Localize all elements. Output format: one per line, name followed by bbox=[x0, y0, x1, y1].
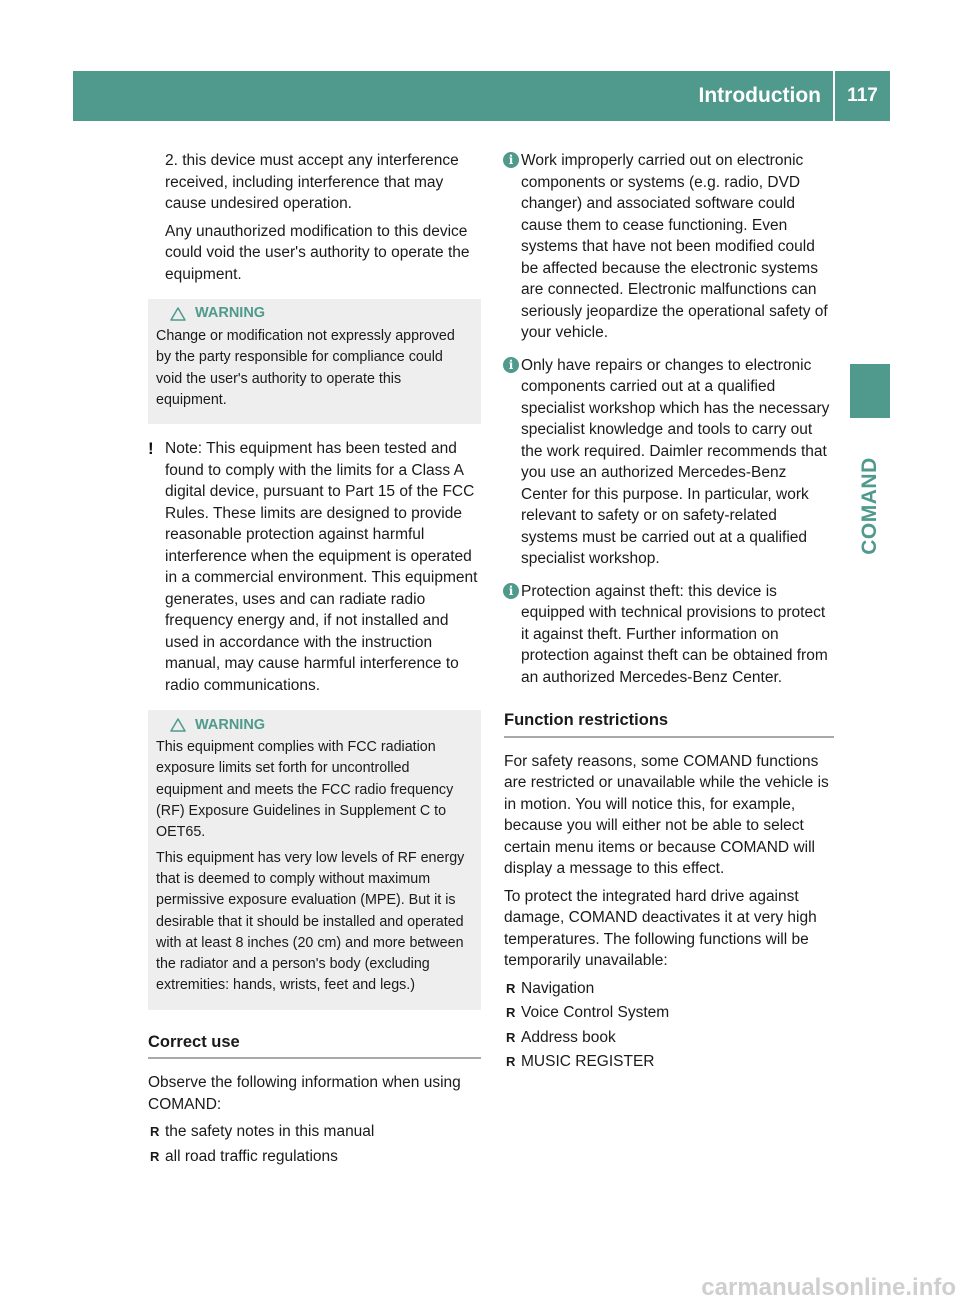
warning-box bbox=[148, 299, 481, 424]
bullet-icon: R bbox=[506, 1054, 516, 1069]
exclamation-icon: ! bbox=[148, 439, 154, 459]
bullet-icon: R bbox=[150, 1124, 160, 1140]
list-item bbox=[504, 978, 834, 1000]
info-icon: i bbox=[503, 357, 519, 373]
note-text: Note: This equipment has been tested and found to comply with the limits for a Class A digital device, pursuant to Part 15 of the FCC Rules. These limits are designed to provide reasonable protection against harmful interference when the equipment is operated in a commercial environment. This equipment generates, uses and can radiate radio frequency energy and, if not installed and used in accordance with the instruction manual, may cause harmful interference to radio communications. bbox=[165, 440, 478, 694]
section-heading: Correct use bbox=[148, 1032, 481, 1060]
list-item-text: MUSIC REGISTER bbox=[521, 1053, 655, 1070]
list-item-text: Address book bbox=[521, 1028, 616, 1046]
list-item bbox=[504, 1027, 834, 1049]
warning-text: This equipment complies with FCC radiation exposure limits set forth for uncontrolled equipment and meets the FCC radio frequency (RF) Exposure Guidelines in Supplement C to OET65. bbox=[156, 739, 454, 841]
bullet-icon: R bbox=[506, 980, 516, 996]
warning-label: WARNING bbox=[195, 716, 266, 733]
watermark: carmanualsonline.info bbox=[701, 1274, 956, 1301]
left-column bbox=[148, 150, 481, 1170]
warning-triangle-icon bbox=[170, 718, 186, 732]
warning-heading bbox=[156, 303, 473, 325]
list-item bbox=[148, 1121, 481, 1143]
list-item-continued: 2. this device must accept any interference received, including interference that may cause undesired operation. bbox=[165, 152, 459, 212]
info-text: Protection against theft: this device is equipped with technical provisions to protect it against theft. Further information on protection against theft can be obtained from an authorized Mercedes-Benz Center. bbox=[521, 582, 828, 686]
side-tab-label: COMAND bbox=[858, 457, 881, 555]
list-item bbox=[504, 1002, 834, 1024]
warning-triangle-icon bbox=[170, 307, 186, 321]
list-item bbox=[504, 1051, 834, 1073]
warning-label: WARNING bbox=[195, 305, 266, 322]
note-block bbox=[148, 438, 481, 696]
list-item bbox=[148, 1146, 481, 1168]
section-heading: Function restrictions bbox=[504, 710, 834, 738]
list-item-text: the safety notes in this manual bbox=[165, 1123, 375, 1141]
paragraph: To protect the integrated hard drive against damage, COMAND deactivates it at very high temperatures. The following functions will be temporarily unavailable: bbox=[504, 887, 817, 969]
side-tab-marker bbox=[850, 364, 890, 418]
page-number: 117 bbox=[847, 85, 878, 106]
bullet-icon: R bbox=[506, 1005, 516, 1020]
info-block bbox=[504, 150, 834, 344]
info-block bbox=[504, 355, 834, 570]
info-text: Work improperly carried out on electronic components or systems (e.g. radio, DVD changer) and associated software could cause them to cease functioning. Even systems that have not been modified could be affected because the electronic systems are connected. Electronic malfunctions can seriously jeopardize the operational safety of your vehicle. bbox=[521, 152, 828, 341]
bullet-icon: R bbox=[150, 1148, 160, 1164]
warning-heading bbox=[156, 714, 473, 736]
paragraph: Observe the following information when using COMAND: bbox=[148, 1074, 461, 1113]
list-item-text: Navigation bbox=[521, 979, 595, 997]
page-header-bar bbox=[73, 71, 890, 121]
list-item-text: Voice Control System bbox=[521, 1004, 670, 1021]
side-tab bbox=[850, 426, 890, 586]
right-column bbox=[504, 150, 834, 1076]
paragraph: For safety reasons, some COMAND functions are restricted or unavailable while the vehicle is in motion. You will notice this, for example, because you will either not be able to select certain menu items or because COMAND will display a message to this effect. bbox=[504, 752, 829, 877]
section-title: Introduction bbox=[698, 84, 821, 107]
paragraph: Any unauthorized modification to this device could void the user's authority to operate the equipment. bbox=[165, 222, 470, 283]
info-icon: i bbox=[503, 583, 519, 599]
list-item-text: all road traffic regulations bbox=[165, 1147, 338, 1165]
info-text: Only have repairs or changes to electronic components carried out at a qualified specialist workshop which has the necessary specialist knowledge and tools to carry out the work required. Daimler recommends that you use an authorized Mercedes-Benz Center for this purpose. In particular, work relevant to safety or on safety-related systems must be carried out at a qualified specialist workshop. bbox=[521, 356, 830, 567]
warning-box bbox=[148, 710, 481, 1010]
info-icon: i bbox=[503, 152, 519, 168]
warning-text: This equipment has very low levels of RF energy that is deemed to comply without maximum permissive exposure evaluation (MPE). But it is desirable that it should be installed and operated with at least 8 inches (20 cm) and more between the radiator and a person's body (excluding extremities: hands, wrists, feet and legs.) bbox=[156, 849, 465, 994]
info-block bbox=[504, 581, 834, 689]
warning-text: Change or modification not expressly approved by the party responsible for compliance could void the user's authority to operate this equipment. bbox=[156, 328, 455, 408]
bullet-icon: R bbox=[506, 1029, 516, 1045]
